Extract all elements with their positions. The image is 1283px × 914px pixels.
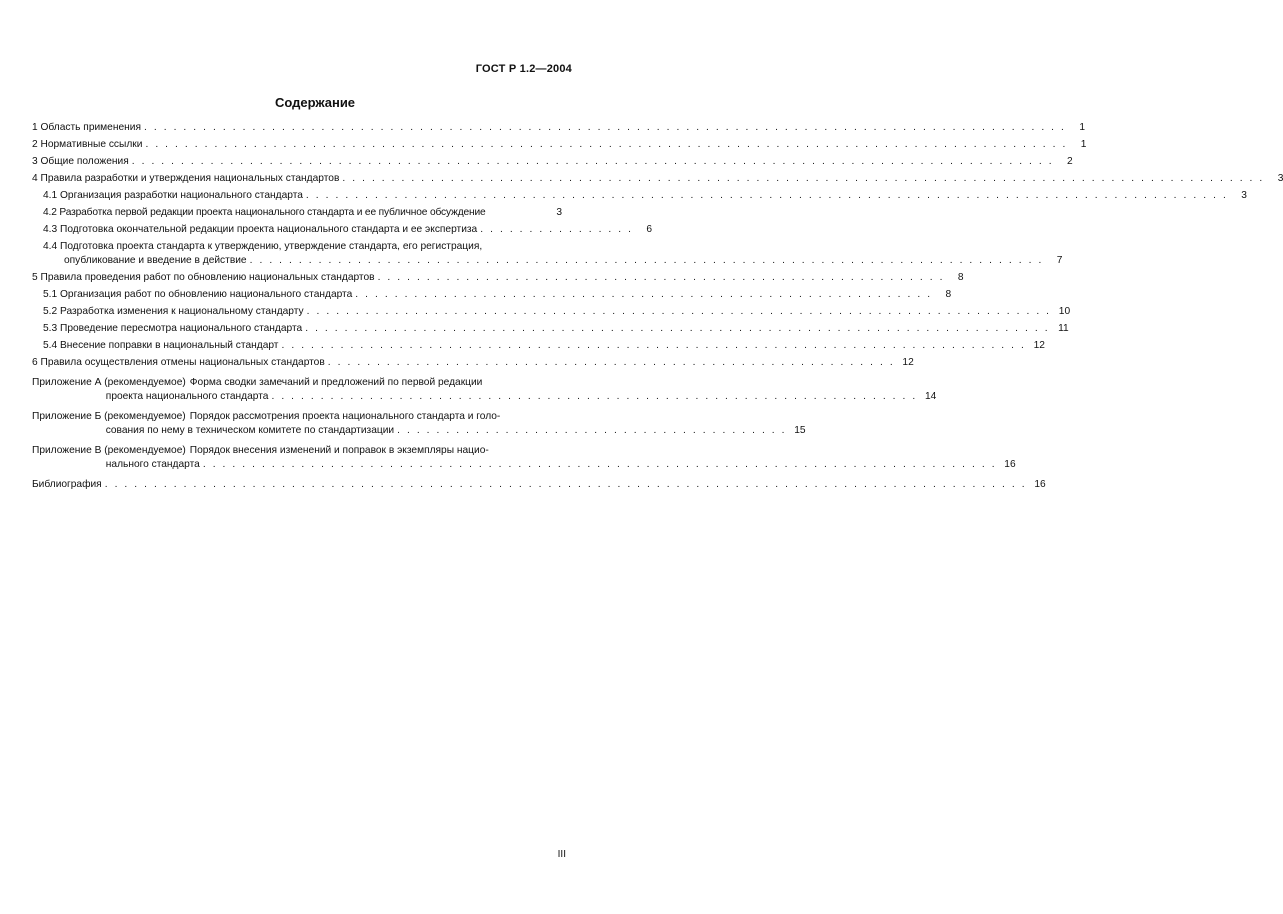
toc-entry-page: 14 — [925, 391, 937, 402]
toc-appendix-entry — [32, 376, 937, 404]
toc-entry-page: 8 — [945, 289, 952, 300]
toc-entry — [32, 271, 964, 285]
toc-entry-title: 2 Нормативные ссылки — [32, 139, 143, 150]
page-title: Содержание — [274, 95, 356, 110]
toc-leader: . . . . . . . . . . . . . . . . . . . . . . . . . . . . . . . . . . . . . . . . . . . . . . . . . . . . . . . . . . . . . . . . . . — [271, 391, 918, 402]
toc-entry-title-line1: 4.4 Подготовка проекта стандарта к утверждению, утверждение стандарта, его регистрация, — [43, 241, 483, 252]
toc-leader: . . . . . . . . . . . . . . . . . . . . . . . . . . . . . . . . . . . . . . . . . . . . . . . . . . . . . . . . . . . . . . . . . . . . . . . . . . . . . . . . . . . . . . . . . . . . . . — [342, 173, 1265, 184]
toc-entry-page: 6 — [646, 224, 653, 235]
toc-entry-page: 3 — [1241, 190, 1247, 201]
toc-entry-title-line2: опубликование и введение в действие — [64, 255, 247, 266]
appendix-title-line2: сования по нему в техническом комитете по стандартизации — [105, 425, 395, 436]
toc-subentry — [32, 305, 1071, 319]
toc-leader: . . . . . . . . . . . . . . . . . . . . . . . . . . . . . . . . . . . . . . . . . . . . . . . . . . . . . . . . . . . . . . . . . . . . . . . . . . . . — [305, 323, 1050, 334]
toc-subentry — [32, 206, 562, 220]
toc-subentry — [32, 322, 1069, 336]
toc-entry-page: 12 — [902, 357, 914, 368]
toc-entry-title: 4 Правила разработки и утверждения национальных стандартов — [32, 173, 340, 184]
toc-subentry — [32, 339, 1045, 353]
toc-entry — [32, 356, 914, 370]
toc-entry-title: 5 Правила проведения работ по обновлению национальных стандартов — [32, 272, 375, 283]
toc-entry-page: 8 — [957, 272, 964, 283]
toc-appendix-entry — [32, 410, 806, 438]
toc-entry-title: 3 Общие положения — [32, 156, 129, 167]
toc-entry-title: 5.2 Разработка изменения к национальному стандарту — [43, 306, 304, 317]
toc-subentry — [32, 240, 1063, 268]
toc-entry-page: 1 — [1080, 139, 1087, 150]
document-id: ГОСТ Р 1.2—2004 — [475, 63, 572, 75]
toc-entry-title: 5.3 Проведение пересмотра национального стандарта — [43, 323, 303, 334]
toc-entry — [32, 121, 1085, 135]
page-number: III — [557, 849, 566, 860]
toc-entry — [32, 138, 1087, 152]
toc-subentry — [32, 189, 1247, 203]
toc-appendix-entry — [32, 444, 1016, 472]
toc-entry-page: 1 — [1079, 122, 1085, 133]
toc-entry-title: 4.2 Разработка первой редакции проекта национального стандарта и ее публичное обсуждение — [43, 207, 486, 218]
toc-entry-title: 4.3 Подготовка окончательной редакции проекта национального стандарта и ее экспертиза — [43, 224, 478, 235]
toc-leader: . . . . . . . . . . . . . . . . . . . . . . . . . . . . . . . . . . . . . . . . . . . . . . . . . . . . . . . . . . . . . . . . . . . . . . . . . . . . — [281, 340, 1026, 351]
toc-entry-page: 12 — [1033, 340, 1045, 351]
appendix-title-line2: нального стандарта — [105, 459, 200, 470]
toc-leader: . . . . . . . . . . . . . . . . . . . . . . . . . . . . . . . . . . . . . . . . . . . . . . . . . . . . . . . . . . . . . . . . . . . . . . . . . . . . . . . . . . . . . . . . . . . . . . — [131, 156, 1054, 167]
toc-subentry — [32, 288, 952, 302]
toc-entry — [32, 155, 1073, 169]
toc-entry-page: 3 — [1277, 173, 1283, 184]
appendix-label: Приложение Б (рекомендуемое) — [32, 411, 186, 422]
toc-entry — [32, 172, 1283, 186]
toc-entry-page: 15 — [794, 425, 806, 436]
toc-leader: . . . . . . . . . . . . . . . . . . . . . . . . . . . . . . . . . . . . . . . . — [397, 425, 787, 436]
toc-leader: . . . . . . . . . . . . . . . . . . . . . . . . . . . . . . . . . . . . . . . . . . . . . . . . . . . . . . . . . . — [327, 357, 895, 368]
toc-entry-title: 1 Область применения — [32, 122, 141, 133]
toc-leader: . . . . . . . . . . . . . . . . . . . . . . . . . . . . . . . . . . . . . . . . . . . . . . . . . . . . . . . . . . . . . . . . . . . . . . . . . . . . . . . . . . . . . . . . . . . . . . — [305, 190, 1228, 201]
appendix-title-line1: Форма сводки замечаний и предложений по первой редакции — [189, 377, 483, 388]
appendix-label: Приложение А (рекомендуемое) — [32, 377, 186, 388]
toc-entry-title: 6 Правила осуществления отмены национальных стандартов — [32, 357, 325, 368]
toc-entry-title: 5.4 Внесение поправки в национальный стандарт — [43, 340, 279, 351]
toc-leader: . . . . . . . . . . . . . . . . . . . . . . . . . . . . . . . . . . . . . . . . . . . . . . . . . . . . . . . . . . . . . . . . . . . . . . . . . . . . . . . . . — [202, 459, 997, 470]
appendix-title-line2: проекта национального стандарта — [105, 391, 269, 402]
table-of-contents — [32, 121, 1283, 492]
appendix-label: Приложение В (рекомендуемое) — [32, 445, 186, 456]
appendix-title-line1: Порядок внесения изменений и поправок в экземпляры нацио- — [189, 445, 489, 456]
toc-entry-page: 2 — [1067, 156, 1073, 167]
toc-leader: . . . . . . . . . . . . . . . . . . . . . . . . . . . . . . . . . . . . . . . . . . . . . . . . . . . . . . . . . . . — [355, 289, 933, 300]
toc-leader: . . . . . . . . . . . . . . . . . . . . . . . . . . . . . . . . . . . . . . . . . . . . . . . . . . . . . . . . . . . . . . . . . . . . . . . . . . . . . . . . . — [249, 255, 1044, 266]
toc-entry-title: 4.1 Организация разработки национального стандарта — [43, 190, 303, 201]
toc-entry-page: 16 — [1034, 479, 1046, 490]
toc-entry — [32, 478, 1046, 492]
toc-entry-page: 16 — [1004, 459, 1016, 470]
appendix-title-line1: Порядок рассмотрения проекта национального стандарта и голо- — [189, 411, 501, 422]
toc-leader: . . . . . . . . . . . . . . . . . . . . . . . . . . . . . . . . . . . . . . . . . . . . . . . . . . . . . . . . . . . . . . . . . . . . . . . . . . . . . . . . . . . . . . . . . . . . . . — [104, 479, 1027, 490]
toc-leader: . . . . . . . . . . . . . . . . . . . . . . . . . . . . . . . . . . . . . . . . . . . . . . . . . . . . . . . . . . . . . . . . . . . . . . . . . . . . . . . . . . . . . . . . . . . . . . — [143, 122, 1066, 133]
toc-entry-page: 7 — [1056, 255, 1063, 266]
toc-entry-page: 11 — [1058, 323, 1069, 334]
toc-entry-page: 10 — [1058, 306, 1071, 317]
toc-entry-title: 5.1 Организация работ по обновлению национального стандарта — [43, 289, 353, 300]
toc-leader: . . . . . . . . . . . . . . . . — [480, 224, 634, 235]
toc-entry-title: Библиография — [32, 479, 102, 490]
toc-leader: . . . . . . . . . . . . . . . . . . . . . . . . . . . . . . . . . . . . . . . . . . . . . . . . . . . . . . . . . . . . . . . . . . . . . . . . . . . . . . . . . . . . . . . . . . . . . . — [145, 139, 1068, 150]
toc-leader: . . . . . . . . . . . . . . . . . . . . . . . . . . . . . . . . . . . . . . . . . . . . . . . . . . . . . . . . . . . . . . . . . . . . . . . . . . . . — [306, 306, 1052, 317]
toc-entry-page: 3 — [556, 207, 562, 218]
toc-leader: . . . . . . . . . . . . . . . . . . . . . . . . . . . . . . . . . . . . . . . . . . . . . . . . . . . . . . . . . . — [377, 272, 945, 283]
toc-subentry — [32, 223, 653, 237]
